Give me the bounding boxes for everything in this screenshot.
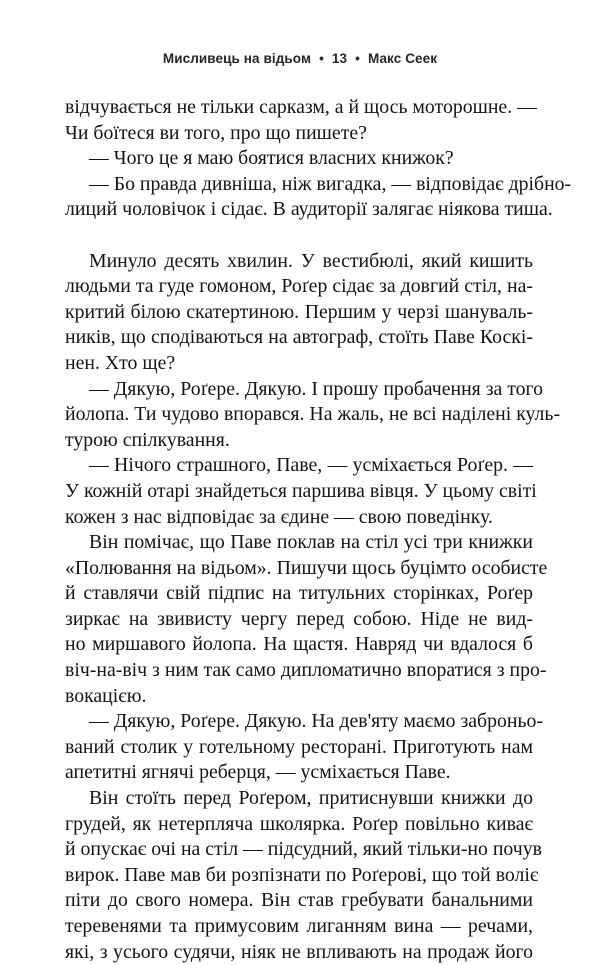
text-line: но миршавого йолопа. На щастя. Навряд чи вдалося б [65,633,533,656]
running-header [0,51,600,66]
text-line: теревенями та примусовим лиганням вина — речами, [65,915,533,937]
text-line: У кожній отарі знайдеться паршива вівця. У цьому світі [65,479,537,502]
text-line: грудей, як нетерпляча школярка. Роґер повільно киває [65,812,533,835]
text-line: ників, що сподіваються на автограф, стоїть Паве Коскі- [65,326,533,349]
text-line: вокацією. [65,684,147,707]
text-line: Чи боїтеся ви того, про що пишете? [65,121,367,144]
text-line: й ставлячи свій підпис на титульних сторінках, Роґер [65,582,533,605]
paragraph [65,95,537,146]
text-line: йолопа. Ти чудово впорався. На жаль, не всі наділені куль- [65,403,561,426]
paragraph [65,249,533,377]
text-line: вирок. Паве мав би розпізнати по Роґерові, що той воліє [65,863,539,886]
text-line: які, з усього судячи, ніяк не впливають на продаж його [65,940,533,963]
paragraph [65,146,533,172]
text-line: — Дякую, Роґере. Дякую. І прошу пробачення за того [89,377,544,400]
paragraph [65,172,572,223]
author-name: Макс Сеек [367,51,438,66]
book-title: Мисливець на відьом [162,51,312,66]
text-line: — Дякую, Роґере. Дякую. На дев'яту маємо заброньо- [89,710,543,733]
text-line: — Чого це я маю боятися власних книжок? [89,147,454,170]
text-line: — Нічого страшного, Паве, — усміхається Роґер. — [89,454,533,477]
text-line: зиркає на звивисту чергу перед собою. Ніде не вид- [65,607,533,630]
paragraph [65,709,543,786]
text-line: відчувається не тільки сарказм, а й щось моторошне. — [65,96,537,118]
section-break [65,223,533,249]
text-line: турою спілкування. [65,428,230,451]
text-line: Він стоїть перед Роґером, притиснувши книжки до [89,787,533,810]
text-line: й опускає очі на стіл — підсудний, який тільки-но почув [65,838,542,861]
paragraph [65,453,537,530]
text-line: кожен з нас відповідає за єдине — свою поведінку. [65,505,493,528]
paragraph [65,377,561,454]
paragraph [65,786,542,965]
text-line: апетитні ягнячі реберця, — усміхається Паве. [65,761,451,784]
page-number: 13 [331,51,348,66]
text-line: віч-на-віч з ним так само дипломатично впоратися з про- [65,659,547,682]
text-line: критий білою скатертиною. Першим у черзі шануваль- [65,300,533,323]
text-line: лиций чоловічок і сідає. В аудиторії залягає ніякова тиша. [65,198,553,221]
header-separator: • [319,51,324,66]
header-separator: • [355,51,360,66]
page-body-text [65,95,572,965]
text-line: Він помічає, що Паве поклав на стіл усі три книжки [89,531,533,554]
text-line: «Полювання на відьом». Пишучи щось буцімто особисте [65,556,548,579]
text-line: піти до свого номера. Він став гребувати банальними [65,889,533,912]
text-line: людьми та гуде гомоном, Роґер сідає за довгий стіл, на- [65,275,533,298]
text-line: Минуло десять хвилин. У вестибюлі, який кишить [89,249,533,272]
text-line: ваний столик у готельному ресторані. Приготують нам [65,735,533,758]
text-line: нен. Хто ще? [65,351,176,374]
text-line: — Бо правда дивніша, ніж вигадка, — відповідає дрібно- [89,172,572,195]
paragraph [65,530,548,709]
